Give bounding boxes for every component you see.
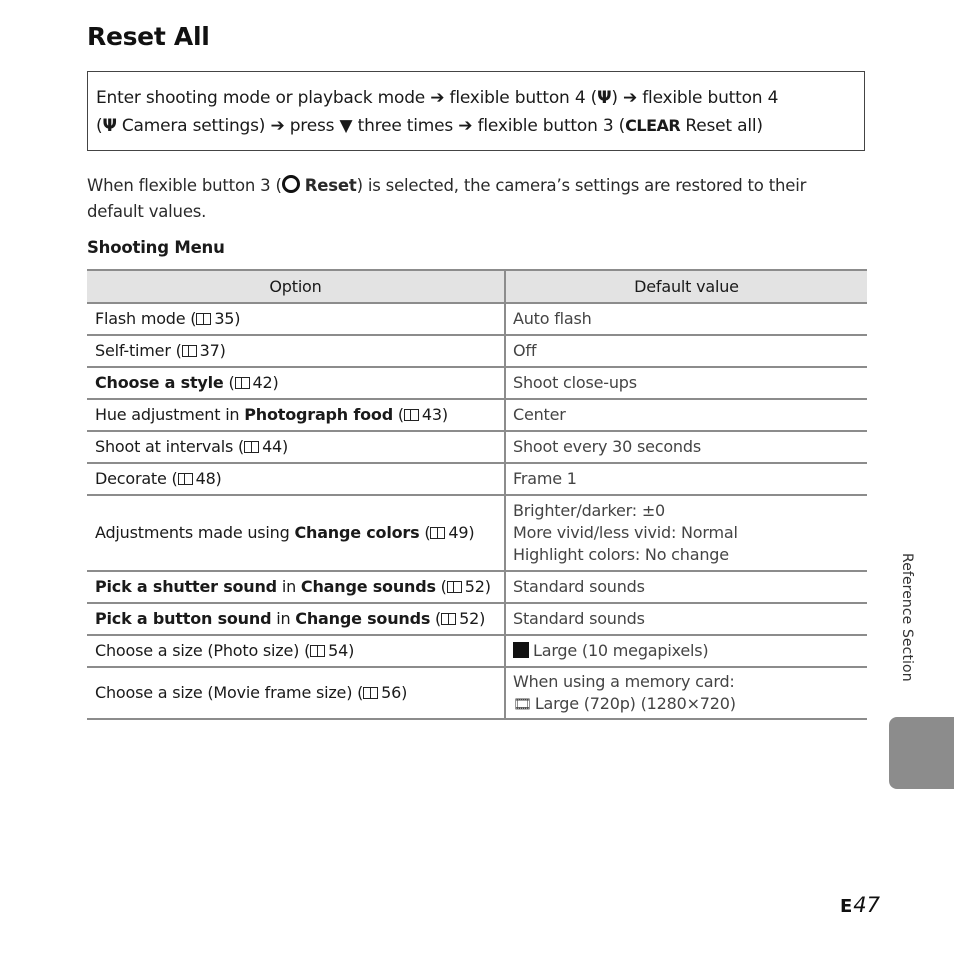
table-row (87, 571, 867, 603)
image-size-icon (513, 642, 529, 658)
book-icon (310, 645, 325, 657)
arrow-right-icon: ➔ (430, 88, 445, 108)
book-icon (447, 581, 462, 593)
value-cell: Shoot every 30 seconds (505, 431, 867, 463)
table-row (87, 603, 867, 635)
table-header-row (87, 270, 867, 303)
book-icon (178, 473, 193, 485)
desc-text: ) is selected, the camera’s settings are restored to their default values. (87, 176, 807, 221)
book-icon (182, 345, 197, 357)
value-cell: Standard sounds (505, 603, 867, 635)
nav-text: flexible button 4 (642, 88, 779, 108)
value-cell: Shoot close-ups (505, 367, 867, 399)
nav-text: Enter shooting mode or playback mode (96, 88, 426, 108)
value-cell: Brighter/darker: ±0 More vivid/less vivid: Normal Highlight colors: No change (505, 495, 867, 571)
table-row (87, 635, 867, 667)
option-cell: Self-timer ( 37) (87, 335, 505, 367)
book-icon (244, 441, 259, 453)
arrow-right-icon: ➔ (623, 88, 638, 108)
option-cell: Flash mode ( 35) (87, 303, 505, 335)
desc-text: When flexible button 3 ( (87, 176, 282, 195)
settings-table (87, 269, 867, 720)
option-cell: Adjustments made using Change colors ( 49) (87, 495, 505, 571)
option-cell: Shoot at intervals ( 44) (87, 431, 505, 463)
column-header-default: Default value (505, 270, 867, 303)
nav-text: ) (611, 88, 618, 108)
option-cell: Hue adjustment in Photograph food ( 43) (87, 399, 505, 431)
book-icon (430, 527, 445, 539)
value-cell: Standard sounds (505, 571, 867, 603)
table-row (87, 667, 867, 719)
table-row (87, 367, 867, 399)
section-side-label: Reference Section (899, 553, 915, 682)
option-cell: Choose a size (Movie frame size) ( 56) (87, 667, 505, 719)
book-icon (404, 409, 419, 421)
value-cell: When using a memory card: 🎞 Large (720p) (1280×720) (505, 667, 867, 719)
nav-text: flexible button 3 ( (477, 116, 626, 136)
table-row (87, 495, 867, 571)
book-icon (235, 377, 250, 389)
option-cell: Choose a size (Photo size) ( 54) (87, 635, 505, 667)
book-icon (441, 613, 456, 625)
book-icon (363, 687, 378, 699)
value-cell: Large (10 megapixels) (505, 635, 867, 667)
nav-line-2 (96, 112, 856, 140)
nav-text: ( (96, 116, 103, 136)
wrench-icon: Ψ (597, 88, 612, 108)
column-header-option: Option (87, 270, 505, 303)
wrench-icon: Ψ (102, 116, 117, 136)
book-icon (196, 313, 211, 325)
desc-reset: Reset (304, 176, 357, 195)
nav-text: flexible button 4 ( (449, 88, 598, 108)
value-cell: Frame 1 (505, 463, 867, 495)
value-cell: Auto flash (505, 303, 867, 335)
movie-frame-icon: 🎞 (513, 695, 532, 713)
value-cell: Center (505, 399, 867, 431)
arrow-right-icon: ➔ (458, 116, 473, 136)
option-cell: Choose a style ( 42) (87, 367, 505, 399)
nav-text: three times (357, 116, 454, 136)
down-triangle-icon: ▼ (339, 116, 353, 136)
value-cell: Off (505, 335, 867, 367)
option-cell: Pick a button sound in Change sounds ( 52) (87, 603, 505, 635)
section-heading: Shooting Menu (87, 238, 225, 257)
table-row (87, 431, 867, 463)
table-row (87, 303, 867, 335)
option-cell: Pick a shutter sound in Change sounds ( 52) (87, 571, 505, 603)
nav-text: Camera settings) (116, 116, 266, 136)
table-row (87, 399, 867, 431)
description (87, 173, 867, 225)
navigation-path-box (87, 71, 865, 151)
nav-line-1 (96, 84, 856, 112)
section-tab (889, 717, 954, 789)
option-cell: Decorate ( 48) (87, 463, 505, 495)
page-title: Reset All (87, 22, 210, 51)
nav-text: Reset all) (680, 116, 763, 136)
table-row (87, 335, 867, 367)
page-number: E47 (840, 893, 881, 917)
table-row (87, 463, 867, 495)
arrow-right-icon: ➔ (270, 116, 285, 136)
reference-section-icon: E (840, 896, 853, 917)
nav-text: press (289, 116, 335, 136)
clear-icon: CLEAR (625, 116, 681, 135)
circle-icon (282, 175, 300, 193)
